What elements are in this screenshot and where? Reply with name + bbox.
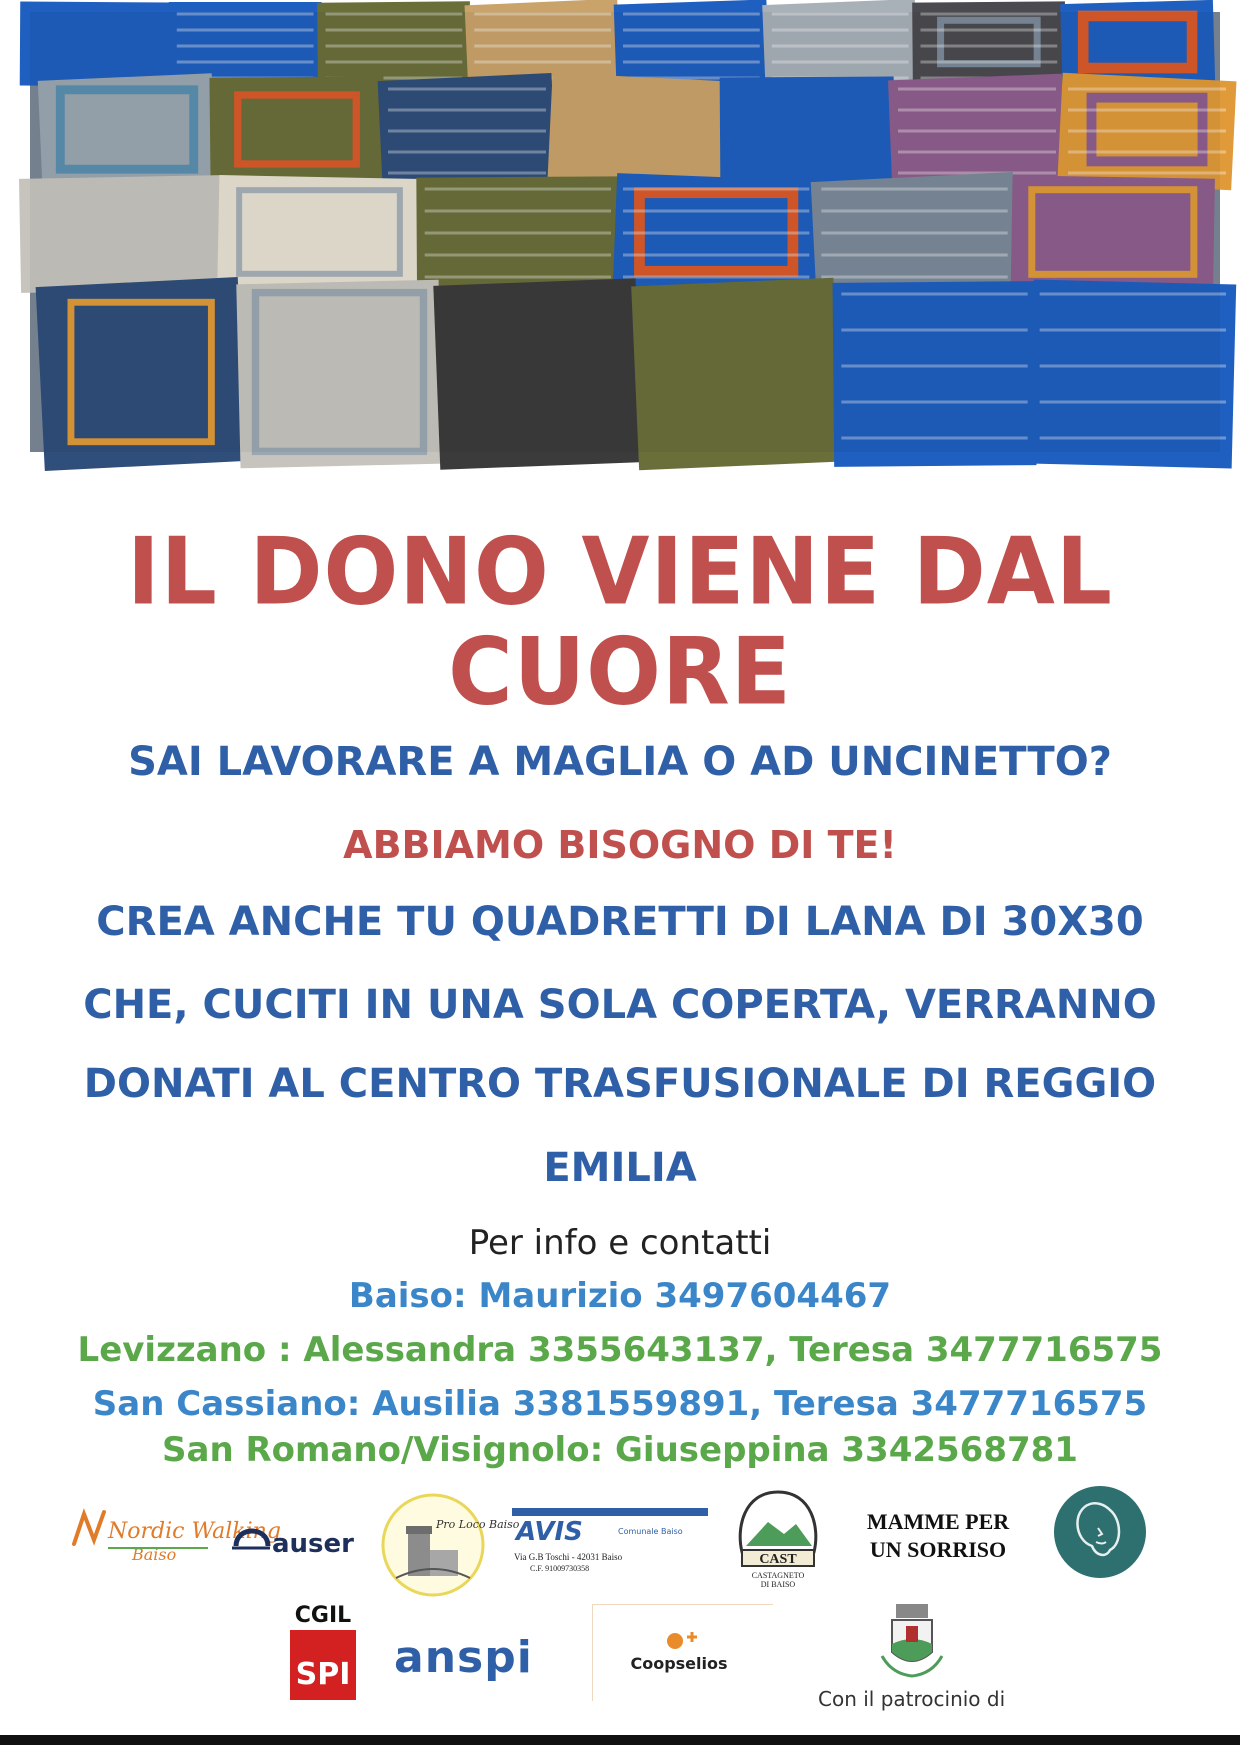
nordic-walking-logo xyxy=(68,1500,281,1570)
cast-sub-2: DI BAISO xyxy=(760,1580,796,1589)
contacts-heading: Per info e contatti xyxy=(468,1223,772,1263)
mamme-line-1: MAMME PER xyxy=(866,1509,1010,1534)
quilt-illustration xyxy=(30,12,1220,452)
mamme-line-2: UN SORRISO xyxy=(869,1537,1007,1562)
contact-baiso: Baiso: Maurizio 3497604467 xyxy=(348,1276,892,1316)
proloco-text: Pro Loco Baiso xyxy=(436,1518,520,1531)
avis-sub: Comunale Baiso xyxy=(618,1527,683,1536)
spi-text: SPI xyxy=(295,1657,351,1692)
contact-san-romano: San Romano/Visignolo: Giuseppina 3342568781 xyxy=(162,1430,1078,1470)
avis-address: Via G.B Toschi - 42031 Baiso xyxy=(514,1552,623,1562)
avis-cf: C.F. 91009730358 xyxy=(530,1564,590,1573)
auser-logo xyxy=(228,1510,358,1570)
coopselios-text: Coopselios xyxy=(630,1654,728,1673)
contact-levizzano: Levizzano : Alessandra 3355643137, Teresa 3477716575 xyxy=(77,1330,1163,1370)
need-you-line: ABBIAMO BISOGNO DI TE! xyxy=(343,823,897,867)
contact-san-cassiano: San Cassiano: Ausilia 3381559891, Teresa 3477716575 xyxy=(92,1384,1148,1424)
body-line-sewn: CHE, CUCITI IN UNA SOLA COPERTA, VERRANNO xyxy=(83,982,1157,1028)
headline-line-1: IL DONO VIENE DAL xyxy=(127,517,1113,626)
auser-text: auser xyxy=(272,1529,354,1559)
proloco-logo xyxy=(378,1490,520,1600)
patrocinio-text: Con il patrocinio di xyxy=(818,1687,1006,1711)
baiso-coat-of-arms xyxy=(872,1600,952,1682)
cast-sub-1: CASTAGNETO xyxy=(751,1571,805,1580)
nordic-walking-text: Nordic Walking xyxy=(108,1519,281,1544)
cgil-text: CGIL xyxy=(294,1603,352,1628)
mamme-per-un-sorriso-logo xyxy=(858,1508,1018,1568)
anspi-text: anspi xyxy=(394,1632,533,1683)
patrocinio-label xyxy=(818,1686,1018,1711)
body-line-create: CREA ANCHE TU QUADRETTI DI LANA DI 30X30 xyxy=(96,899,1144,945)
cast-logo xyxy=(728,1488,828,1588)
face-circle-logo xyxy=(1052,1484,1148,1580)
cgil-spi-logo xyxy=(290,1600,356,1700)
avis-text: AVIS xyxy=(516,1517,583,1547)
body-line-donated: DONATI AL CENTRO TRASFUSIONALE DI REGGIO xyxy=(83,1061,1157,1107)
nordic-walking-sub: Baiso xyxy=(132,1545,177,1564)
knitted-squares-photo xyxy=(30,12,1220,452)
avis-logo xyxy=(510,1508,710,1578)
cast-text: CAST xyxy=(759,1552,797,1567)
anspi-logo xyxy=(394,1628,554,1688)
page-bottom-border xyxy=(0,1735,1240,1745)
body-line-emilia: EMILIA xyxy=(543,1145,697,1191)
question-line: SAI LAVORARE A MAGLIA O AD UNCINETTO? xyxy=(128,739,1112,785)
coopselios-logo xyxy=(592,1604,773,1701)
headline-line-2: CUORE xyxy=(448,617,792,726)
